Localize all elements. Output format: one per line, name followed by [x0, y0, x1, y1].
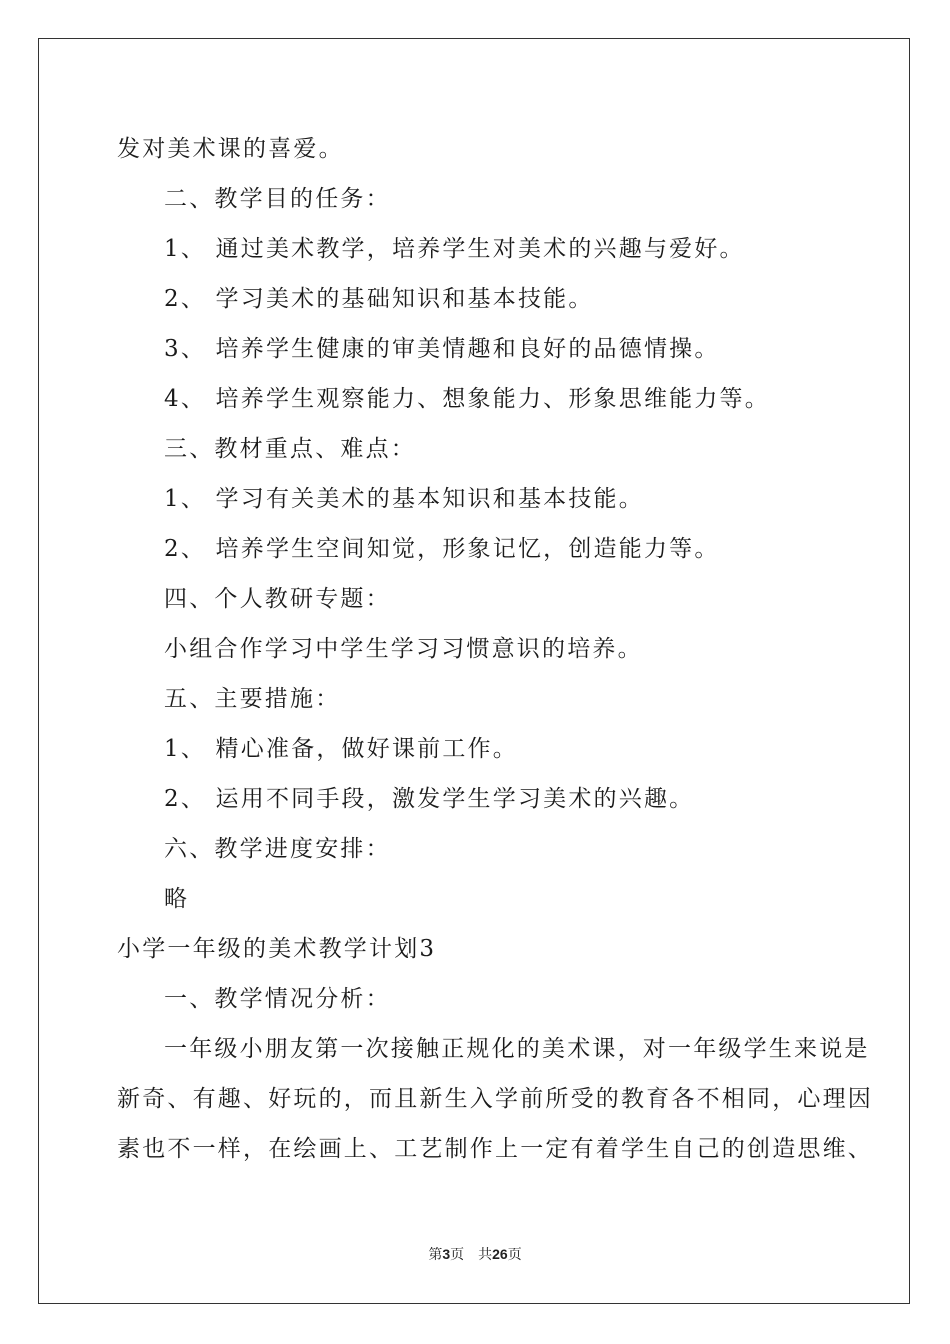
total-pages-number: 26	[492, 1246, 508, 1262]
paragraph-line: 素也不一样，在绘画上、工艺制作上一定有着学生自己的创造思维、	[117, 1136, 873, 1162]
paragraph-line: 新奇、有趣、好玩的，而且新生入学前所受的教育各不相同，心理因	[117, 1086, 873, 1112]
list-item: 2、 学习美术的基础知识和基本技能。	[164, 286, 594, 312]
section-heading: 三、教材重点、难点：	[164, 436, 416, 462]
list-item: 2、 运用不同手段，激发学生学习美术的兴趣。	[164, 786, 695, 812]
paragraph-line: 一年级小朋友第一次接触正规化的美术课，对一年级学生来说是	[164, 1036, 870, 1062]
list-item: 1、 通过美术教学，培养学生对美术的兴趣与爱好。	[164, 236, 745, 262]
footer-mid: 页 共	[450, 1248, 493, 1263]
current-page-number: 3	[442, 1246, 451, 1262]
footer-suffix: 页	[507, 1248, 522, 1263]
footer-prefix: 第	[428, 1248, 443, 1263]
list-item: 4、 培养学生观察能力、想象能力、形象思维能力等。	[164, 386, 770, 412]
section-heading: 二、教学目的任务：	[164, 186, 391, 212]
list-item: 3、 培养学生健康的审美情趣和良好的品德情操。	[164, 336, 720, 362]
document-title: 小学一年级的美术教学计划3	[117, 936, 437, 962]
section-heading: 五、主要措施：	[164, 686, 341, 712]
section-heading: 一、教学情况分析：	[164, 986, 391, 1012]
list-item: 1、 精心准备，做好课前工作。	[164, 736, 518, 762]
section-heading: 六、教学进度安排：	[164, 836, 391, 862]
text-line: 小组合作学习中学生学习习惯意识的培养。	[164, 636, 643, 662]
list-item: 2、 培养学生空间知觉，形象记忆，创造能力等。	[164, 536, 720, 562]
section-heading: 四、个人教研专题：	[164, 586, 391, 612]
page-border	[38, 38, 910, 1304]
text-line: 发对美术课的喜爱。	[117, 136, 344, 162]
list-item: 1、 学习有关美术的基本知识和基本技能。	[164, 486, 644, 512]
page-footer	[0, 1244, 950, 1264]
text-line: 略	[164, 886, 190, 912]
